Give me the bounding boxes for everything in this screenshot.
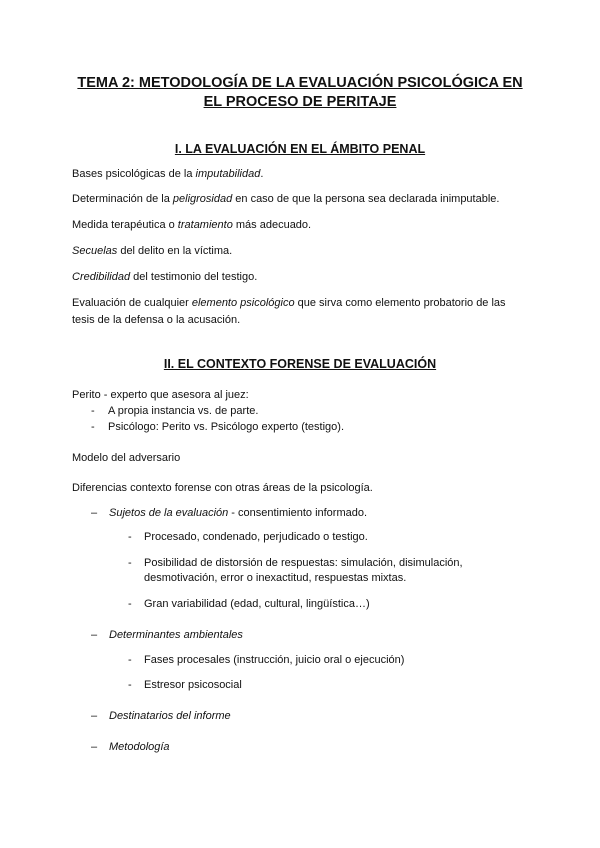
paragraph-credibilidad bbox=[72, 269, 532, 286]
text: Bases psicológicas de la bbox=[72, 168, 196, 180]
emphasis: elemento psicológico bbox=[191, 297, 295, 309]
paragraph-diferencias: Diferencias contexto forense con otras áreas de la psicología. bbox=[72, 482, 373, 494]
text: desmotivación, error o inexactitud, respuestas mixtas. bbox=[144, 572, 407, 584]
emphasis: Destinatarios del informe bbox=[109, 710, 231, 722]
list-item: Psicólogo: Perito vs. Psicólogo experto (testigo). bbox=[108, 421, 345, 433]
list-item: Fases procesales (instrucción, juicio oral o ejecución) bbox=[144, 654, 405, 666]
list-item-metodologia bbox=[109, 740, 170, 755]
text: del testimonio del testigo. bbox=[130, 271, 258, 283]
emphasis: Metodología bbox=[109, 741, 170, 753]
emphasis: Determinantes ambientales bbox=[109, 629, 243, 641]
paragraph-tratamiento bbox=[72, 217, 532, 234]
paragraph-imputabilidad bbox=[72, 166, 532, 183]
emphasis: peligrosidad bbox=[172, 193, 233, 205]
text: Medida terapéutica o bbox=[72, 219, 178, 231]
emphasis: Credibilidad bbox=[72, 271, 131, 283]
list-bullet: - bbox=[128, 654, 132, 666]
list-item bbox=[144, 556, 463, 586]
emphasis: imputabilidad bbox=[195, 168, 261, 180]
list-item: A propia instancia vs. de parte. bbox=[108, 405, 259, 417]
text: Determinación de la bbox=[72, 193, 173, 205]
title-line-1: TEMA 2: METODOLOGÍA DE LA EVALUACIÓN PSICOLÓGICA EN bbox=[77, 75, 523, 91]
text: más adecuado. bbox=[232, 219, 312, 231]
list-item: Gran variabilidad (edad, cultural, lingüística…) bbox=[144, 598, 370, 610]
text: en caso de que la persona sea declarada inimputable. bbox=[232, 193, 500, 205]
text: tesis de la defensa o la acusación. bbox=[72, 314, 241, 326]
paragraph-secuelas bbox=[72, 243, 532, 260]
section-1-heading: I. LA EVALUACIÓN EN EL ÁMBITO PENAL bbox=[174, 142, 426, 156]
text: del delito en la víctima. bbox=[117, 245, 233, 257]
text: - consentimiento informado. bbox=[228, 507, 368, 519]
section-2-heading: II. EL CONTEXTO FORENSE DE EVALUACIÓN bbox=[163, 357, 437, 371]
title-line-2: EL PROCESO DE PERITAJE bbox=[203, 94, 397, 110]
list-bullet: – bbox=[91, 710, 98, 722]
text: Posibilidad de distorsión de respuestas: simulación, disimulación, bbox=[144, 557, 463, 569]
list-bullet: – bbox=[91, 741, 98, 753]
list-bullet: - bbox=[128, 598, 132, 610]
list-item-sujetos bbox=[109, 506, 367, 521]
list-item-destinatarios bbox=[109, 709, 231, 724]
list-bullet: - bbox=[128, 557, 132, 569]
list-bullet: - bbox=[128, 531, 132, 543]
list-bullet: - bbox=[128, 679, 132, 691]
list-bullet: - bbox=[91, 405, 95, 417]
paragraph-modelo: Modelo del adversario bbox=[72, 452, 181, 464]
paragraph-elemento-psicologico bbox=[72, 295, 532, 329]
list-item: Procesado, condenado, perjudicado o testigo. bbox=[144, 531, 368, 543]
text: Evaluación de cualquier bbox=[72, 297, 192, 309]
list-bullet: – bbox=[91, 629, 98, 641]
list-bullet: – bbox=[91, 507, 98, 519]
list-bullet: - bbox=[91, 421, 95, 433]
paragraph-peligrosidad bbox=[72, 191, 532, 208]
list-item-determinantes bbox=[109, 628, 243, 643]
emphasis: tratamiento bbox=[177, 219, 233, 231]
document-title bbox=[60, 74, 540, 112]
text: . bbox=[260, 168, 264, 180]
emphasis: Sujetos de la evaluación bbox=[109, 507, 229, 519]
text: que sirva como elemento probatorio de las bbox=[294, 297, 506, 309]
list-item: Estresor psicosocial bbox=[144, 679, 242, 691]
paragraph-perito: Perito - experto que asesora al juez: bbox=[72, 389, 249, 401]
emphasis: Secuelas bbox=[72, 245, 118, 257]
